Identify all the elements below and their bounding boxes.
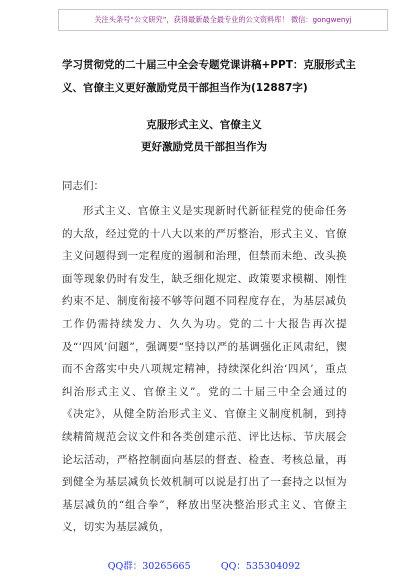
document-title: 学习贯彻党的二十届三中全会专题党课讲稿+PPT：克服形式主义、官僚主义更好激励党员干部担当作为(12887字)	[62, 59, 356, 94]
salutation: 同志们：	[62, 180, 104, 192]
section-heading-line1: 克服形式主义、官僚主义	[146, 119, 262, 131]
promo-banner: 关注头条号“公文研究”，获得最新最全最专业的公文资料库！ 微信：gongwenyj	[58, 9, 388, 31]
section-heading-line2: 更好激励党员干部担当作为	[141, 141, 267, 153]
footer-contact: QQ群：30265665 QQ：535304092	[107, 561, 301, 572]
body-paragraph: 形式主义、官僚主义是实现新时代新征程党的使命任务的大敌，经过党的十八大以来的严厉整治，形式主义、官僚主义问题得到一定程度的遏制和治理，但禁而未绝、改头换面等现象仍时有发生，缺乏细化规定、政策要求模糊、刚性约束不足、制度衔接不够等问题不同程度存在，为基层减负工作仍需持续发力、久久为功。党的二十大报告再次提及“‘四风’问题”，强调要“坚持以严的基调强化正风肃纪，锲而不舍落实中央八项规定精神，持续深化纠治‘四风’，重点纠治形式主义、官僚主义”。党的二十届三中全会通过的《决定》，从健全防治形式主义、官僚主义制度机制，到持续精简规范会议文件和各类创建示范、评比达标、节庆展会论坛活动，严格控制面向基层的督查、检查、考核总量，再到健全为基层减负长效机制可以说是打出了一套持之以恒为基层减负的“组合拳”，释放出坚决整治形式主义、官僚主义，切实为基层减负，	[62, 205, 347, 534]
